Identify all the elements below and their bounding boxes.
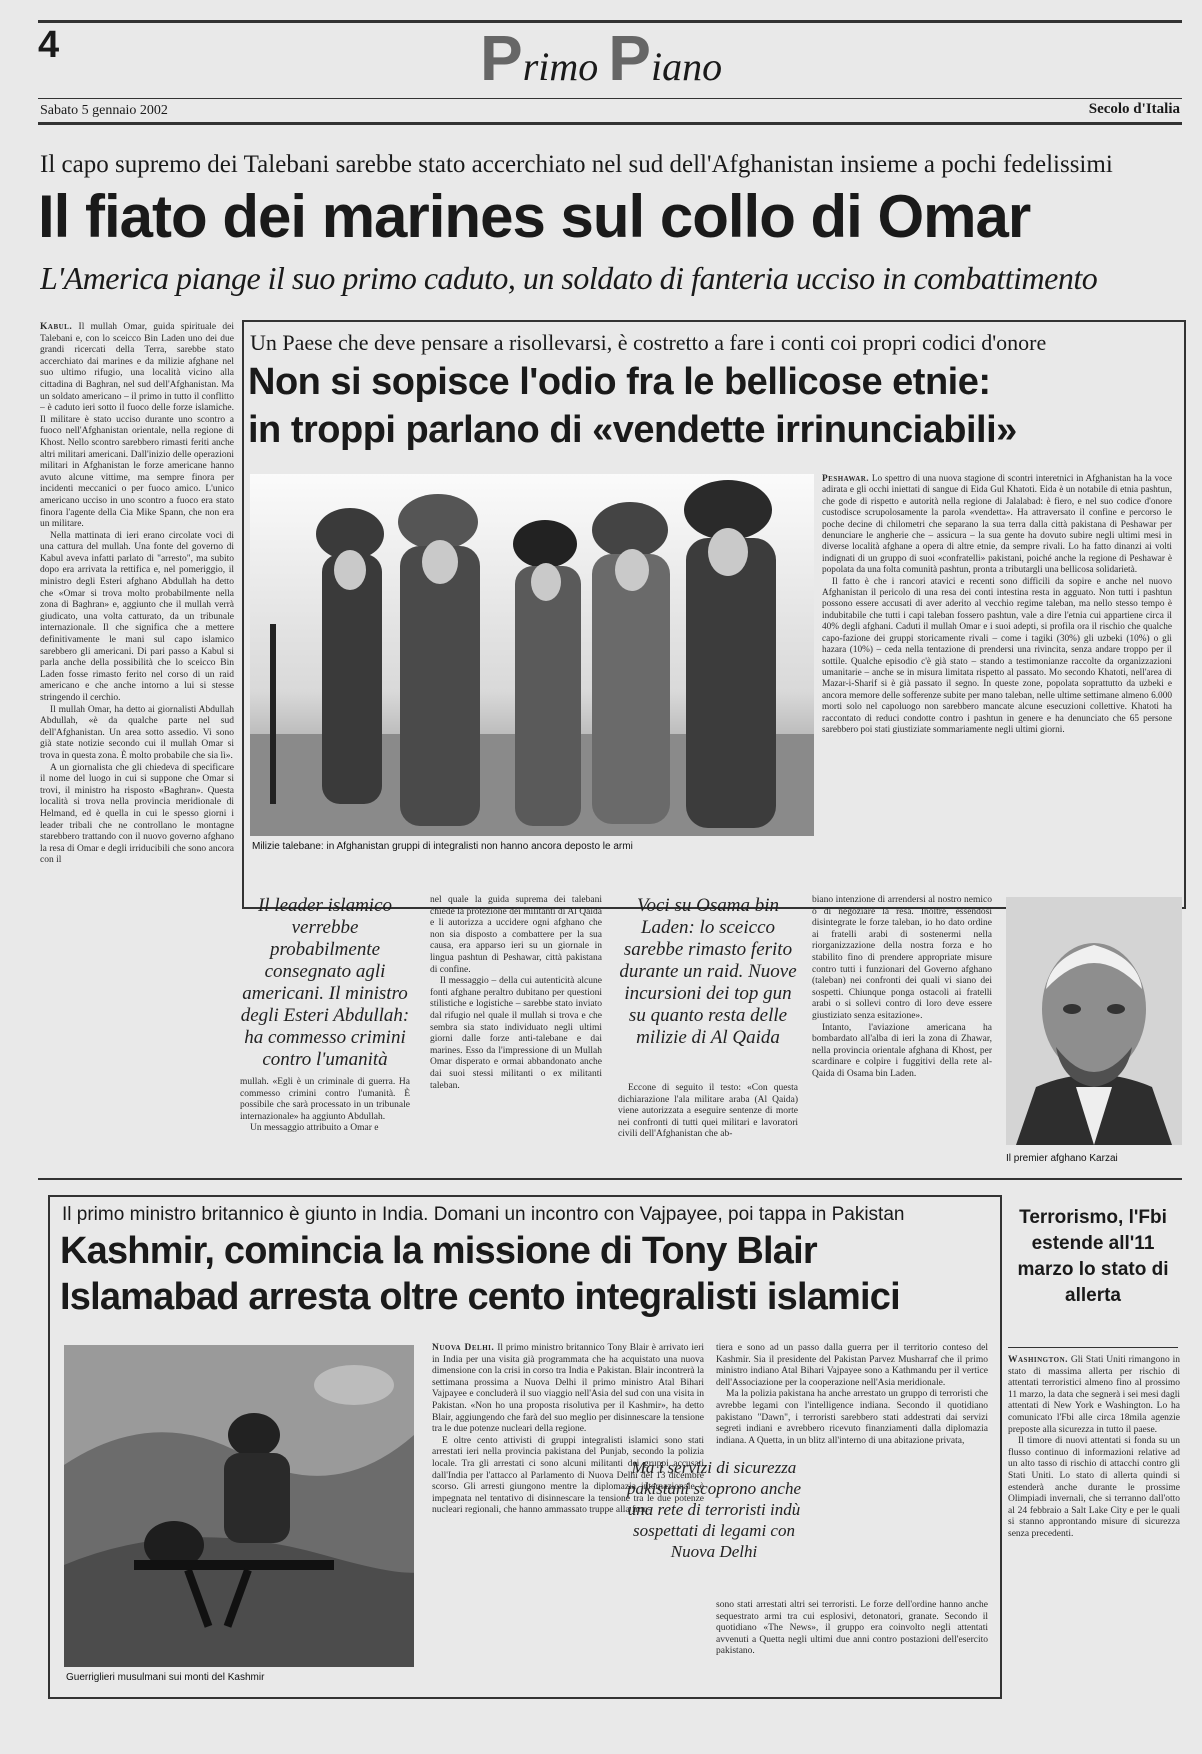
issue-date: Sabato 5 gennaio 2002 <box>40 103 168 118</box>
page-number: 4 <box>38 24 60 66</box>
taliban-photo-caption: Milizie talebane: in Afghanistan gruppi di integralisti non hanno ancora deposto le armi <box>252 841 633 852</box>
section-title <box>480 22 723 97</box>
lead-subhead: L'America piange il suo primo caduto, un soldato di fanteria ucciso in combattimento <box>40 260 1098 296</box>
section-title-word-2: iano <box>650 44 723 89</box>
lead-column-2-tail: mullah. «Egli è un criminale di guerra. Ha commesso crimini contro l'umanità. È possibile che sarà processato in un tribunale internazionale» ha aggiunto Abdullah. Un messaggio attribuito a Omar e <box>240 1077 410 1134</box>
kashmir-headline-2: Islamabad arresta oltre cento integralisti islamici <box>60 1276 900 1318</box>
lead-paragraph-2: Nella mattinata di ieri erano circolate voci di una cattura del mullah. Una fonte del governo di Kabul aveva infatti parlato di "arresto", ma subito dopo era arrivata la rettifica e, nel pomeriggio, il ministro degli Esteri afghano Abdullah ha detto che «Omar si trova molto probabilmente nella zona di Baghran» e, aggiunto che il mullah verrà giudicato, una volta catturato, da un tribunale internazionale. Il che significa che a mettere definitivamente le mani sul capo islamico sarebbero gli americani. Di pari passo a Kabul si parla anche della possibilità che lo sceicco Bin Laden fosse rimasto ferito nel corso di un raid americano e che anche intorno a lui si stesse stringendo il cerchio. <box>40 530 234 703</box>
kashmir-paragraph-1: Nuova Delhi. Il primo ministro britannico Tony Blair è arrivato ieri in India per una visita già programmata che ha acquistato una nuova dimensione con la crisi in corso tra India e Pakistan. Blair incontrerà la settimana prossima a Nuova Delhi il primo ministro Atal Bihari Vajpayee e concluderà il suo viaggio nell'Asia del sud con una visita in Pakistan. «Non ho una proposta risolutiva per il Kashmir», ha detto Blair, aggiungendo che farà del suo meglio per disinnescare la tensione tra le due potenze nucleari della regione. <box>432 1343 704 1435</box>
header-rule-top <box>38 98 1182 99</box>
kashmir-paragraph-2: E oltre cento attivisti di gruppi integralisti islamici sono stati arrestati ieri nella provincia pakistana del Punjab, secondo la polizia locale. Tra gli arrestati ci sono alcuni militanti dei gruppi accusati dall'India per l'attacco al Parlamento di Nuova Delhi del 13 dicembre scorso. Gli arresti giungono mentre la diplomazia internazionale è impegnata nel tentativo di disinnescare la tensione tra le due potenze nucleari regionali, che hanno ammassato truppe alla fron- <box>432 1435 704 1516</box>
newspaper-name: Secolo d'Italia <box>1088 101 1180 117</box>
karzai-portrait-illustration <box>1006 897 1182 1145</box>
kashmir-kicker: Il primo ministro britannico è giunto in India. Domani un incontro con Vajpayee, poi tappa in Pakistan <box>62 1204 905 1225</box>
kashmir-dateline: Nuova Delhi. <box>432 1343 495 1353</box>
lead-column-4-tail: Eccone di seguito il testo: «Con questa dichiarazione l'ala militare araba (Al Qaida) viene autorizzata a eseguire sentenze di morte nei confronti di tutti quei militari e lavoratori civili dell'Afghanistan che ab- <box>618 1083 798 1140</box>
lead-column-3: nel quale la guida suprema dei talebani chiede la protezione dei militanti di Al Qaida e li autorizza a uccidere ogni afghano che non sia disposto a combattere per la sua causa, era apparso ieri su un giornale in lingua pashtun di Peshawar, città pakistana di confine. Il messaggio – della cui autenticità alcune fonti afghane peraltro dubitano per questioni stilistiche e logistiche – sarebbe stato inviato dal rifugio nel quale il mullah si trova e che sembra sia stato individuato negli ultimi giorni dalle forze anti-talebane e dai marines. Esso da l'impressione di un Mullah Omar disperato e ormai abbandonato anche dai suoi stessi militanti o ex militanti taleban. <box>430 895 602 1091</box>
lead-kicker: Il capo supremo dei Talebani sarebbe stato accerchiato nel sud dell'Afghanistan insieme a pochi fedelissimi <box>40 151 1113 178</box>
taliban-photo-illustration <box>250 474 814 836</box>
guerrilla-photo-caption: Guerriglieri musulmani sui monti del Kashmir <box>66 1672 265 1683</box>
etnie-column <box>822 474 1172 894</box>
guerrilla-photo-illustration <box>64 1345 414 1667</box>
fbi-column <box>1008 1355 1180 1695</box>
kashmir-column-2-top: tiera e sono ad un passo dalla guerra per il territorio conteso del Kashmir. Sia il presidente del Pakistan Parvez Musharraf che il primo ministro indiano Atal Bihari Vajpayee sono a Kathmandu per il vertice dell'Associazione per la cooperazione nell'Asia meridionale. Ma la polizia pakistana ha anche arrestato un gruppo di terroristi che avrebbe legami con l'intelligence indiana. Secondo il quotidiano pakistano "Dawn", i terroristi sarebbero stati addestrati dai servizi segreti indiani e avrebbero ricevuto finanziamenti dalla diplomazia indiana. A Quetta, in un blitz all'interno di una abitazione privata, <box>716 1343 988 1446</box>
lead-paragraph-1: Kabul. Il mullah Omar, guida spirituale dei Talebani e, con lo sceicco Bin Laden uno dei due grandi ricercati della Terra, sarebbe stato accerchiato dai marines e da milizie afghane nel suo ultimo rifugio, una località vicino alla cittadina di Baghran, nel sud dell'Afghanistan. Ma un soldato americano – il primo in tutto il conflitto – è caduto ieri sotto il fuoco delle forze islamiche. Il militare è stato ucciso durante uno scontro a fuoco nell'Afghanistan orientale, nella regione di Khost. Nello scontro sarebbero rimasti feriti anche altri militari americani. Dall'inizio delle operazioni militari in Afghanistan le forze americane hanno avuto alcune vittime, ma sempre finora per incidenti meccanici o per fuoco amico. L'unico americano ucciso in uno scontro a fuoco era stato finora l'agente della Cia Mike Spann, che non era un militare. <box>40 322 234 530</box>
etnie-paragraph-2: Il fatto è che i rancori atavici e recenti sono difficili da sopire e anche nel nuovo Afghanistan il pericolo di una resa dei conti intestina resta in agguato. Non tutti i pashtun possono essere accusati di aver aderito al vecchio regime taleban, ma nello stesso tempo è indubitabile che tutti i capi taleban fossero pashtun, vale a dire l'etnia cui appartiene circa il 40% degli afghani. Caduti il mullah Omar e i suoi adepti, si profila ora il rischio che qualche capo-fazione dei gruppi storicamente rivali – come i tagiki (30%) gli uzbeki (10%) o gli hazara (10%) – ceda nella tentazione di prendersi una rivincita, senza andare troppo per il sottile. Qualche episodio c'è già stato – stando a testimonianze raccolte da organizzazioni umanitarie – anche se in misura limitata rispetto al passato. Mo secondo Khatoti, nell'area di Mazar-i-Sharif si è già passato il segno. In queste zone, popolata soprattutto da uzbeki e ancora memore delle sofferenze subite per mano taleban, nelle ultime settimane almeno 6.000 morti solo nel capoluogo non sarebbero mancate alcune esecuzioni collettive. Khatoti ha raccontato di reduci condotte contro i pashtun in genere e ha denunciato che 65 persone sarebbero poi stati giustiziate sommariamente negli ultimi giorni. <box>822 576 1172 735</box>
karzai-caption: Il premier afghano Karzai <box>1006 1153 1118 1164</box>
lead-column-5: biano intenzione di arrendersi al nostro nemico o di negoziare la resa. Inoltre, essendosi disintegrate le forze taleban, io ho dato ordine ai fratelli arabi di sostenermi nella riorganizzazione della nostra forza e ho stabilito fino di prendere appropriate misure contro tutti i funzionari del Governo afghano (taleban) nei confronti dei quali vi siano dei sospetti. Chiunque ponga ostacoli ai fratelli arabi o si sollevi contro di loro deve essere giustiziato senza esitazione». Intanto, l'aviazione americana ha bombardato all'alba di ieri la zona di Zhawar, nella provincia orientale afghana di Khost, per scardinare e colpire i fuggitivi della rete al-Qaida di Osama bin Laden. <box>812 895 992 1079</box>
lead-headline: Il fiato dei marines sul collo di Omar <box>38 183 1031 250</box>
fbi-paragraph-2: Il timore di nuovi attentati si fonda su un flusso continuo di informazioni relative ad un alto tasso di rischio di attacchi contro gli Stati Uniti. Lo stato di allerta quindi si estenderà anche durante le prossime Olimpiadi invernali, che si terranno dall'otto al 24 febbraio a Salt Lake City e per le quali si stanno approntando misure di sicurezza senza precedenti. <box>1008 1436 1180 1539</box>
kashmir-guerrilla-photo <box>64 1345 414 1667</box>
etnie-headline-2: in troppi parlano di «vendette irrinunciabili» <box>248 409 1017 451</box>
lead-left-column <box>40 322 234 1162</box>
lead-dateline: Kabul. <box>40 322 73 332</box>
lead-paragraph-4: A un giornalista che gli chiedeva di specificare il nome del luogo in cui si suppone che Omar si trovi, il ministro ha risposto «Baghran». Questa località si trova nella provincia meridionale di Helmand, ed è quella in cui le spesso giorni i leader tribali che ne controllano le montagne starebbero trattando con il nuovo governo afghano la resa di Omar e degli irriducibili che sono ancora con il <box>40 762 234 866</box>
fbi-rule <box>1008 1347 1178 1348</box>
section-title-initial-2: P <box>608 22 651 94</box>
pull-quote-kashmir: Ma i servizi di sicurezza pakistani scoprono anche una rete di terroristi indù sospettati di legami con Nuova Delhi <box>626 1458 802 1561</box>
pull-quote-osama: Voci su Osama bin Laden: lo sceicco sarebbe rimasto ferito durante un raid. Nuove incursioni dei top gun su quanto resta delle milizie di Al Qaida <box>619 895 797 1048</box>
karzai-photo <box>1006 897 1182 1145</box>
pull-quote-omar: Il leader islamico verrebbe probabilmente consegnato agli americani. Il ministro degli Esteri Abdullah: ha commesso crimini contro l'umanità <box>240 895 410 1070</box>
etnie-kicker: Un Paese che deve pensare a risollevarsi, è costretto a fare i conti coi propri codici d'onore <box>250 330 1047 355</box>
kashmir-column-2-bottom: sono stati arrestati altri sei terroristi. Le forze dell'ordine hanno anche sequestrato armi tra cui esplosivi, detonatori, granate. Secondo il quotidiano «The News», il gruppo era coinvolto negli attentati avvenuti a Quetta negli ultimi due anni contro postazioni dell'esercito pakistano. <box>716 1600 988 1657</box>
section-title-initial-1: P <box>480 22 523 94</box>
etnie-dateline: Peshawar. <box>822 474 870 484</box>
section-title-word-1: rimo <box>522 44 609 89</box>
header-rule-bottom <box>38 122 1182 125</box>
kashmir-headline-1: Kashmir, comincia la missione di Tony Blair <box>60 1230 817 1272</box>
fbi-dateline: Washington. <box>1008 1355 1069 1365</box>
taliban-militia-photo <box>250 474 814 836</box>
etnie-headline-1: Non si sopisce l'odio fra le bellicose etnie: <box>248 361 991 403</box>
fbi-paragraph-1: Washington. Gli Stati Uniti rimangono in stato di massima allerta per rischio di attentati terroristici almeno fino al prossimo 11 marzo, la data che segnerà i sei mesi dagli attentati di New York e Washington. Lo ha comunicato l'Fbi alle circa 18mila agenzie preposte alla sicurezza in tutto il paese. <box>1008 1355 1180 1435</box>
section-separator <box>38 1178 1182 1180</box>
etnie-paragraph-1: Peshawar. Lo spettro di una nuova stagione di scontri interetnici in Afghanistan ha la voce adirata e gli occhi iniettati di sangue di Eida Gul Khatoti. Eida è un notabile di etnia pashtun, che gode di rispetto e autorità nella regione di Jalalabad: è fiero, e nel suo codice d'onore custodisce scrupolosamente la parola «vendetta». Ha attraversato il confine e percorso le poche decine di chilometri che separano la sua terra dalla città pakistana di Peshawar per denunciare le angherie che – assicura – la sua gente ha dovuto subire negli ultimi mesi in diverse località afghane a opera di altre etnie, da sempre rivali. Lo ha fatto dinanzi ai volti indignati di un gruppo di suoi «confratelli» pakistani, poiché anche la regione di Peshawar è popolata da una folta comunità pashtun, pronta a tributargli una bellicosa solidarietà. <box>822 474 1172 576</box>
fbi-headline: Terrorismo, l'Fbi estende all'11 marzo lo stato di allerta <box>1017 1207 1169 1306</box>
lead-paragraph-3: Il mullah Omar, ha detto ai giornalisti Abdullah Abdullah, «è da qualche parte nel sud dell'Afghanistan. Un area sotto assedio. Vi sono già state notizie secondo cui il mullah Omar si trova in questa zona. È molto probabile che sia lì». <box>40 704 234 761</box>
